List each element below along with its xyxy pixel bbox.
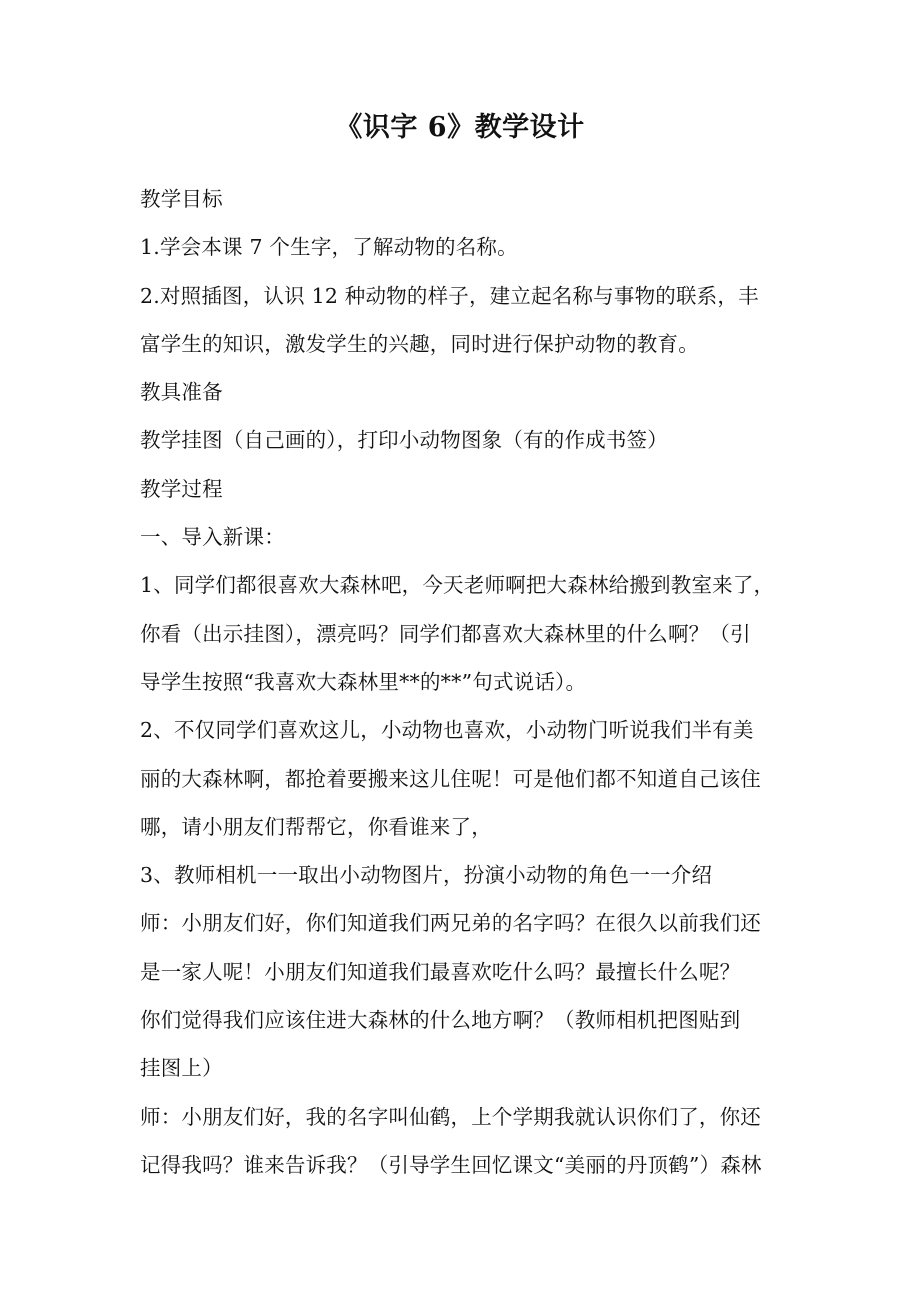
paragraph-line: 挂图上） [140,1056,223,1081]
paragraph-line: 哪，请小朋友们帮帮它，你看谁来了， [140,814,492,839]
subsection-heading: 一、导入新课： [140,525,285,550]
paragraph-line: 是一家人呢！小朋友们知道我们最喜欢吃什么吗？最擅长什么呢？ [140,959,741,984]
paragraph-line: 富学生的知识，激发学生的兴趣，同时进行保护动物的教育。 [140,331,699,356]
paragraph-line: 2、不仅同学们喜欢这儿，小动物也喜欢，小动物门听说我们半有美 [140,718,754,743]
paragraph-line: 你看（出示挂图），漂亮吗？同学们都喜欢大森林里的什么啊？（引 [140,621,751,646]
section-heading-materials: 教具准备 [140,380,223,405]
paragraph-line: 记得我吗？谁来告诉我？（引导学生回忆课文“美丽的丹顶鹤”）森林 [140,1152,762,1177]
paragraph-line: 1.学会本课 7 个生字，了解动物的名称。 [140,235,518,260]
paragraph-line: 2.对照插图，认识 12 种动物的样子，建立起名称与事物的联系，丰 [140,283,759,308]
paragraph-line: 师：小朋友们好，你们知道我们两兄弟的名字吗？在很久以前我们还 [140,911,761,936]
paragraph-line: 师：小朋友们好，我的名字叫仙鹤，上个学期我就认识你们了，你还 [140,1104,761,1129]
section-heading-process: 教学过程 [140,476,223,501]
document-body [140,175,785,1189]
paragraph-line: 1、同学们都很喜欢大森林吧，今天老师啊把大森林给搬到教室来了， [140,573,775,598]
section-heading-objectives: 教学目标 [140,187,223,211]
paragraph-line: 丽的大森林啊，都抢着要搬来这儿住呢！可是他们都不知道自己该住 [140,766,761,791]
paragraph-line: 导学生按照“我喜欢大森林里**的**”句式说话）。 [140,669,587,694]
paragraph-line: 教学挂图（自己画的），打印小动物图象（有的作成书签） [140,428,668,453]
paragraph-line: 3、教师相机一一取出小动物图片，扮演小动物的角色一一介绍 [140,863,713,888]
document-title: 《识字 6》教学设计 [335,112,585,143]
paragraph-line: 你们觉得我们应该住进大森林的什么地方啊？（教师相机把图贴到 [140,1008,741,1033]
